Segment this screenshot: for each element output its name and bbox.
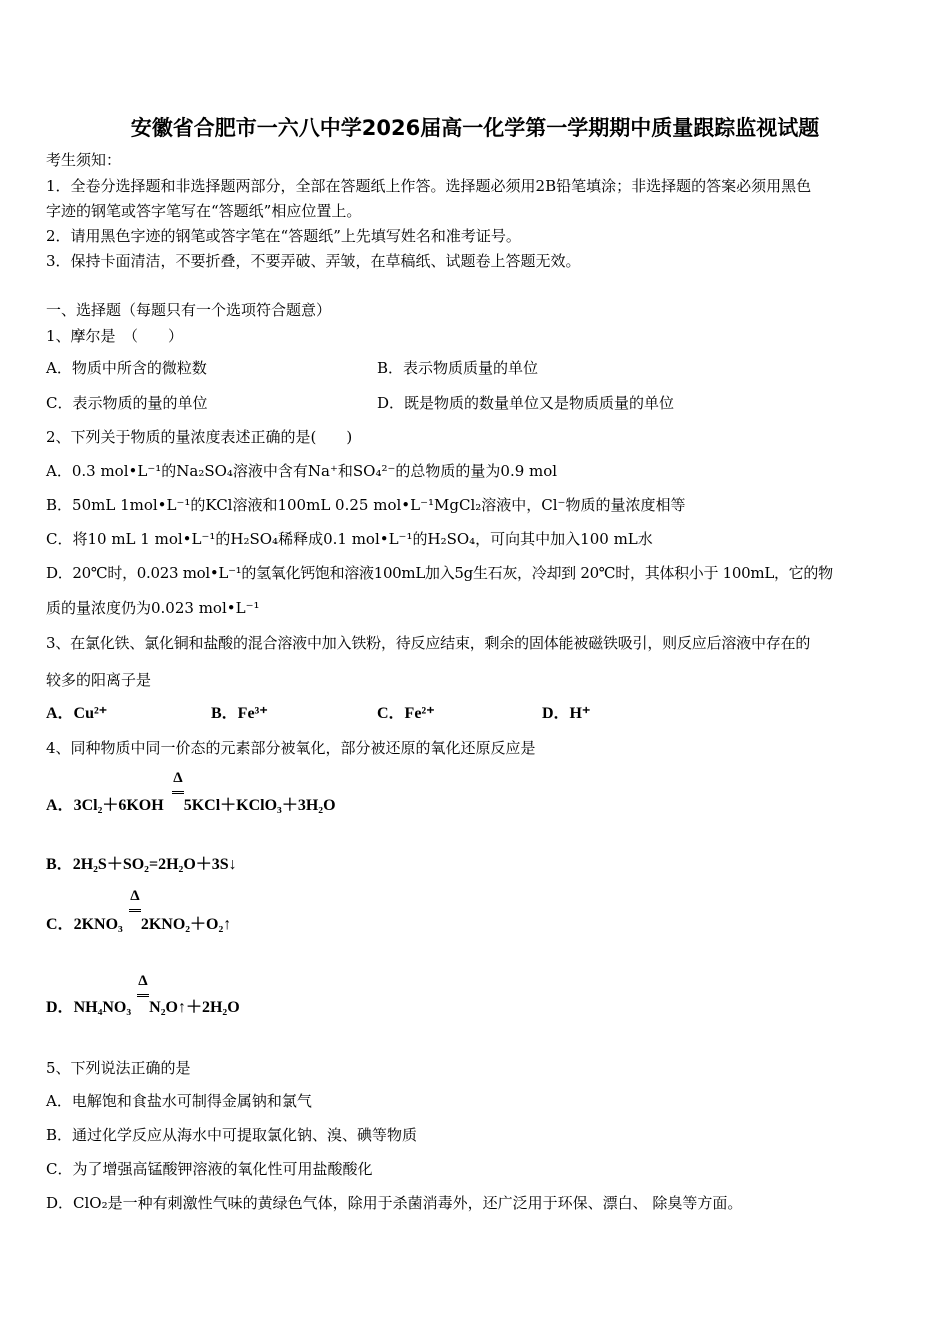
- q3-option-b: B．Fe³⁺: [211, 705, 268, 722]
- q3-option-a: A．Cu²⁺: [46, 705, 108, 722]
- heating-symbol: Δ: [170, 772, 186, 794]
- notice-item: 3．保持卡面清洁，不要折叠，不要弄破、弄皱，在草稿纸、试题卷上答题无效。: [46, 252, 581, 270]
- q4-option-b: B．2H₂S＋SO₂=2H₂O＋3S↓: [46, 856, 237, 873]
- question-3-stem-cont: 较多的阳离子是: [46, 671, 152, 689]
- notice-heading: 考生须知：: [46, 151, 122, 169]
- q5-option-b: B．通过化学反应从海水中可提取氯化钠、溴、碘等物质: [46, 1126, 418, 1144]
- heating-symbol: Δ: [135, 975, 151, 997]
- notice-item: 字迹的钢笔或答字笔写在“答题纸”相应位置上。: [46, 202, 362, 220]
- q2-option-b: B．50mL 1mol•L⁻¹的KCl溶液和100mL 0.25 mol•L⁻¹MgCl₂溶液中，Cl⁻物质的量浓度相等: [46, 496, 686, 514]
- q3-option-d: D．H⁺: [542, 705, 591, 722]
- q3-option-c: C．Fe²⁺: [377, 705, 435, 722]
- q1-option-a: A．物质中所含的微粒数: [46, 359, 207, 377]
- q4-option-c: C．2KNO₃ 2KNO₂＋O₂↑: [46, 916, 232, 933]
- q5-option-c: C．为了增强高锰酸钾溶液的氧化性可用盐酸酸化: [46, 1160, 373, 1178]
- question-3-stem: 3、在氯化铁、氯化铜和盐酸的混合溶液中加入铁粉，待反应结束，剩余的固体能被磁铁吸引，则反应后溶液中存在的: [46, 634, 811, 652]
- q2-option-c: C．将10 mL 1 mol•L⁻¹的H₂SO₄稀释成0.1 mol•L⁻¹的H₂SO₄，可向其中加入100 mL水: [46, 530, 653, 548]
- q1-option-b: B．表示物质质量的单位: [377, 359, 539, 377]
- q2-option-d-cont: 质的量浓度仍为0.023 mol•L⁻¹: [46, 599, 260, 617]
- q2-option-a: A．0.3 mol•L⁻¹的Na₂SO₄溶液中含有Na⁺和SO₄²⁻的总物质的量为0.9 mol: [46, 462, 558, 480]
- notice-item: 1．全卷分选择题和非选择题两部分，全部在答题纸上作答。选择题必须用2B铅笔填涂；非选择题的答案必须用黑色: [46, 177, 812, 195]
- q1-option-c: C．表示物质的量的单位: [46, 394, 208, 412]
- question-2-stem: 2、下列关于物质的量浓度表述正确的是( ): [46, 428, 353, 446]
- q5-option-d: D．ClO₂是一种有刺激性气味的黄绿色气体，除用于杀菌消毒外，还广泛用于环保、漂白、 除臭等方面。: [46, 1194, 743, 1212]
- page-title: 安徽省合肥市一六八中学2026届高一化学第一学期期中质量跟踪监视试题: [130, 116, 820, 140]
- q4-option-a: A．3Cl₂＋6KOH 5KCl＋KClO₃＋3H₂O: [46, 797, 336, 814]
- section-heading: 一、选择题（每题只有一个选项符合题意）: [46, 301, 332, 319]
- question-4-stem: 4、同种物质中同一价态的元素部分被氧化，部分被还原的氧化还原反应是: [46, 739, 536, 757]
- q4-option-d: D．NH₄NO₃ N₂O↑＋2H₂O: [46, 999, 240, 1016]
- question-1-stem: 1、摩尔是 （ ）: [46, 327, 184, 345]
- q1-option-d: D．既是物质的数量单位又是物质质量的单位: [377, 394, 675, 412]
- q5-option-a: A．电解饱和食盐水可制得金属钠和氯气: [46, 1092, 312, 1110]
- q2-option-d: D．20℃时，0.023 mol•L⁻¹的氢氧化钙饱和溶液100mL加入5g生石灰，冷却到 20℃时，其体积小于 100mL，它的物: [46, 564, 833, 582]
- question-5-stem: 5、下列说法正确的是: [46, 1059, 191, 1077]
- notice-item: 2．请用黑色字迹的钢笔或答字笔在“答题纸”上先填写姓名和准考证号。: [46, 227, 521, 245]
- heating-symbol: Δ: [127, 890, 143, 912]
